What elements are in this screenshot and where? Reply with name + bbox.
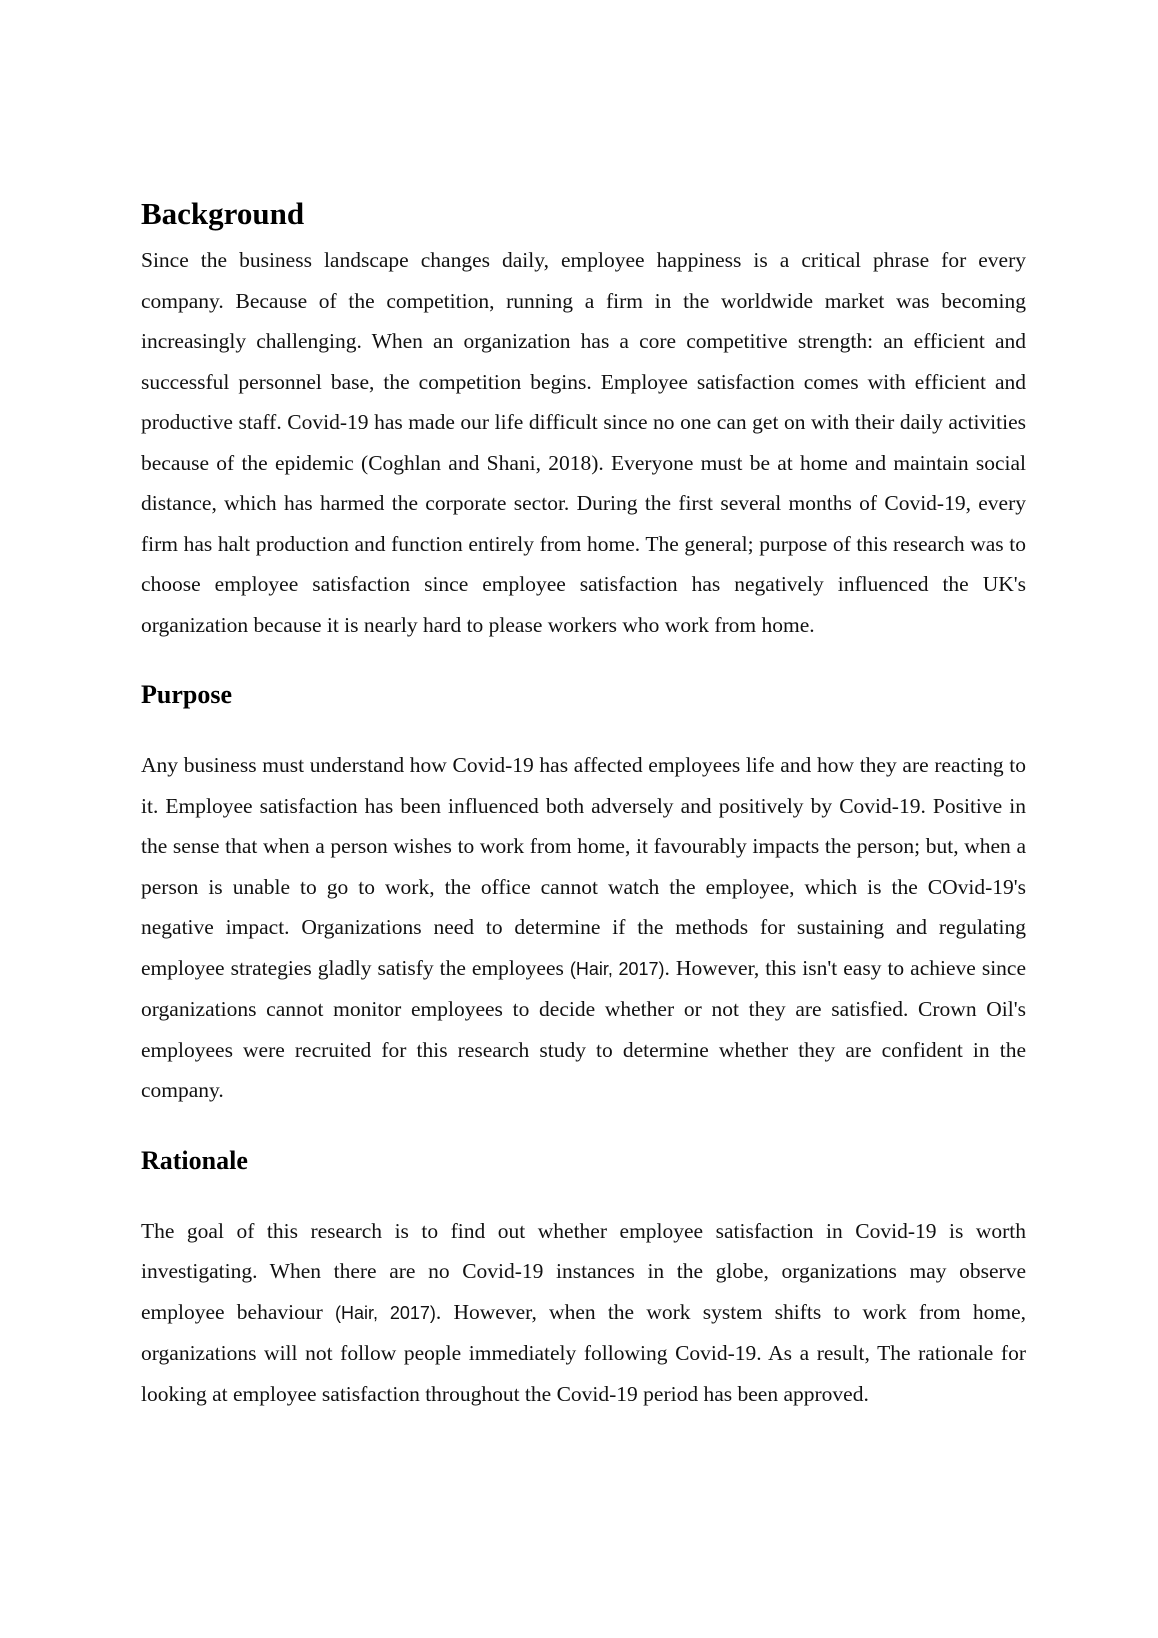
paragraph-purpose-part1: Any business must understand how Covid-19 has affected employees life and how they are reacting to it. Employee satisfaction has been influenced both adversely and positively by Covid-19. Positive in the sense that when a person wishes to work from home, it favourably impacts the person; but, when a person is unable to go to work, the office cannot watch the employee, which is the COvid-19's negative impact. Organizations need to determine if the methods for sustaining and regulating employee strategies gladly satisfy the employees — [141, 753, 1026, 980]
paragraph-rationale — [141, 1211, 1026, 1415]
section-purpose — [141, 675, 1026, 1111]
heading-background: Background — [141, 196, 305, 231]
section-rationale — [141, 1141, 1026, 1415]
citation-purpose: (Hair, 2017) — [569, 958, 665, 979]
section-background — [141, 188, 1026, 645]
paragraph-purpose — [141, 745, 1026, 1111]
document-body — [141, 180, 1026, 1414]
paragraph-background: Since the business landscape changes daily, employee happiness is a critical phrase for every company. Because of the competition, running a firm in the worldwide market was becoming increasingly challenging. When an organization has a core competitive strength: an efficient and successful personnel base, the competition begins. Employee satisfaction comes with efficient and productive staff. Covid-19 has made our life difficult since no one can get on with their daily activities because of the epidemic (Coghlan and Shani, 2018). Everyone must be at home and maintain social distance, which has harmed the corporate sector. During the first several months of Covid-19, every firm has halt production and function entirely from home. The general; purpose of this research was to choose employee satisfaction since employee satisfaction has negatively influenced the UK's organization because it is nearly hard to please workers who work from home. — [141, 248, 1026, 637]
paragraph-rationale-part2: . However, when the work system shifts to work from home, organizations will not follow people immediately following Covid-19. As a result, The rationale for looking at employee satisfaction throughout the Covid-19 period has been approved. — [141, 1299, 1027, 1406]
heading-purpose: Purpose — [141, 680, 232, 709]
heading-rationale: Rationale — [141, 1145, 248, 1175]
citation-rationale: (Hair, 2017) — [335, 1302, 436, 1323]
paragraph-rationale-part1: The goal of this research is to find out whether employee satisfaction in Covid-19 is worth investigating. When there are no Covid-19 instances in the globe, organizations may observe employee behaviour — [141, 1218, 1026, 1324]
paragraph-purpose-part2: . However, this isn't easy to achieve since organizations cannot monitor employees to decide whether or not they are satisfied. Crown Oil's employees were recruited for this research study to determine whether they are confident in the company. — [141, 955, 1026, 1102]
